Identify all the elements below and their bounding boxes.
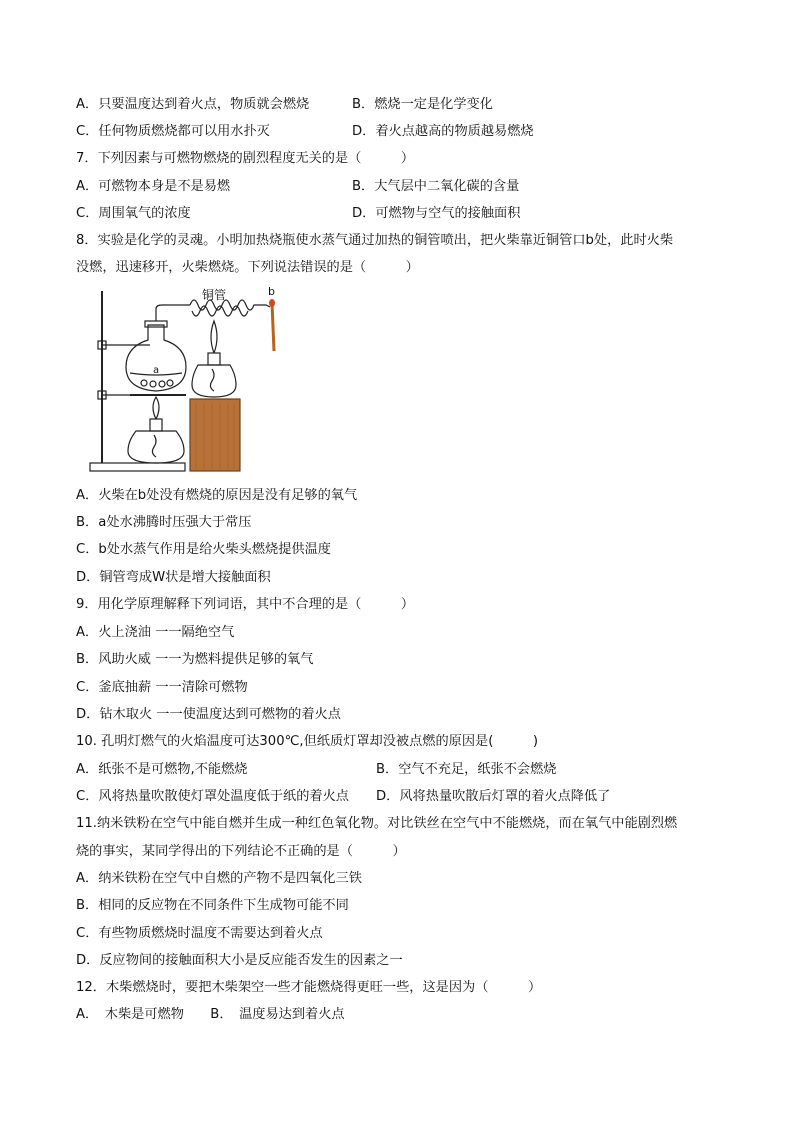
q10-option-b: B．空气不充足，纸张不会燃烧: [376, 762, 557, 777]
copper-tube-coil-lower: [192, 306, 248, 316]
q10-option-d: D．风将热量吹散后灯罩的着火点降低了: [376, 789, 611, 804]
q6-option-d: D．着火点越高的物质越易燃烧: [352, 124, 534, 139]
question-10-stem: 10. 孔明灯燃气的火焰温度可达300℃,但纸质灯罩却没被点燃的原因是( ): [76, 734, 539, 749]
label-a: a: [153, 365, 160, 376]
q8-option-d: D．铜管弯成W状是增大接触面积: [76, 570, 271, 585]
wooden-block: [190, 399, 240, 471]
question-9-stem: 9．用化学原理解释下列词语，其中不合理的是（ ）: [76, 597, 415, 612]
lower-lamp-flame: [153, 397, 159, 419]
delivery-tube-horizontal: [156, 305, 190, 309]
q8-option-b: B．a处水沸腾时压强大于常压: [76, 515, 252, 530]
match-head: [269, 299, 275, 307]
flask: [126, 325, 186, 391]
q6-option-c: C．任何物质燃烧都可以用水扑灭: [76, 124, 270, 139]
label-copper-tube: 铜管: [202, 288, 227, 302]
lower-alcohol-lamp: [128, 431, 184, 463]
stand-base: [90, 463, 185, 471]
q7-option-d: D．可燃物与空气的接触面积: [352, 206, 521, 221]
q7-option-a: A．可燃物本身是不是易燃: [76, 179, 231, 194]
q9-option-b: B．风助火威 一一为燃料提供足够的氧气: [76, 652, 314, 667]
question-7-stem: 7．下列因素与可燃物燃烧的剧烈程度无关的是（ ）: [76, 151, 415, 166]
q9-option-c: C．釜底抽薪 一一清除可燃物: [76, 680, 248, 695]
q11-option-b: B．相同的反应物在不同条件下生成物可能不同: [76, 898, 349, 913]
upper-alcohol-lamp: [192, 365, 236, 397]
question-11-stem-line-1: 11.纳米铁粉在空气中能自燃并生成一种红色氧化物。对比铁丝在空气中不能燃烧，而在氧气中能剧烈燃: [76, 816, 678, 831]
q9-option-a: A．火上浇油 一一隔绝空气: [76, 625, 235, 640]
q6-option-a: A．只要温度达到着火点，物质就会燃烧: [76, 97, 310, 112]
upper-lamp-flame: [211, 321, 217, 353]
lower-lamp-neck: [150, 419, 162, 431]
q9-option-d: D．钻木取火 一一使温度达到可燃物的着火点: [76, 707, 341, 722]
q7-option-c: C．周围氧气的浓度: [76, 206, 191, 221]
upper-lamp-wick: [210, 369, 214, 391]
question-8-stem-line-1: 8．实验是化学的灵魂。小明加热烧瓶使水蒸气通过加热的铜管喷出，把火柴靠近铜管口b处，此时火柴: [76, 233, 674, 248]
q11-option-a: A．纳米铁粉在空气中自燃的产物不是四氧化三铁: [76, 871, 362, 886]
q8-option-a: A．火柴在b处没有燃烧的原因是没有足够的氧气: [76, 488, 358, 503]
match-stick: [272, 303, 274, 351]
q11-option-d: D．反应物间的接触面积大小是反应能否发生的因素之一: [76, 953, 403, 968]
question-8-stem-line-2: 没燃，迅速移开，火柴燃烧。下列说法错误的是（ ）: [76, 260, 419, 275]
q12-options-a-b: A． 木柴是可燃物 B． 温度易达到着火点: [76, 1007, 345, 1022]
q10-option-a: A．纸张不是可燃物,不能燃烧: [76, 762, 248, 777]
upper-lamp-neck: [208, 353, 220, 365]
lower-lamp-wick: [152, 435, 156, 457]
q6-option-b: B．燃烧一定是化学变化: [352, 97, 493, 112]
q10-option-c: C．风将热量吹散使灯罩处温度低于纸的着火点: [76, 789, 349, 804]
apparatus-diagram: [78, 285, 298, 479]
q7-option-b: B．大气层中二氧化碳的含量: [352, 179, 520, 194]
q8-option-c: C．b处水蒸气作用是给火柴头燃烧提供温度: [76, 542, 331, 557]
question-11-stem-line-2: 烧的事实，某同学得出的下列结论不正确的是（ ）: [76, 844, 406, 859]
question-12-stem: 12．木柴燃烧时，要把木柴架空一些才能燃烧得更旺一些，这是因为（ ）: [76, 980, 542, 995]
apparatus-figure: [78, 285, 298, 479]
q11-option-c: C．有些物质燃烧时温度不需要达到着火点: [76, 926, 323, 941]
label-b: b: [268, 285, 275, 298]
